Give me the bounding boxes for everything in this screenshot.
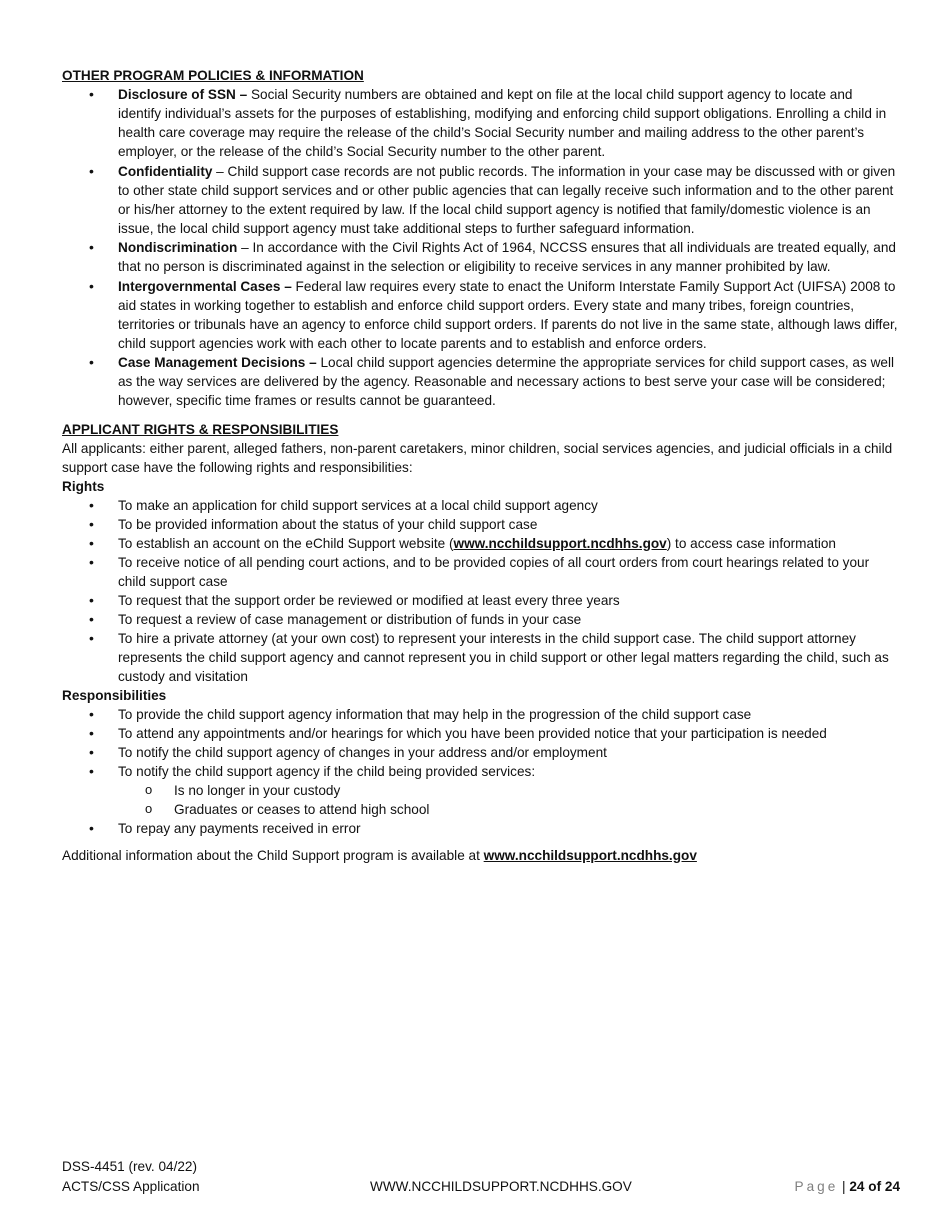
rights-item: • To hire a private attorney (at your own cost) to represent your interests in the child support case. The child support attorney represents the child support agency and cannot represent you in child support or other legal matters regarding the child, such as custody and visitation [62, 629, 898, 686]
policy-text: – Child support case records are not public records. The information in your case may be discussed with or given to other state child support services and or other public agencies that can legally receive such information and to the other parent or his/her attorney to the extent required by law. If the local child support agency is notified that family/domestic violence is an issue, the local child support agency must take additional steps to further safeguard information. [118, 163, 896, 236]
policy-text: Social Security numbers are obtained and kept on file at the local child support agency to locate and identify individual’s assets for the purposes of establishing, modifying and enforcing child support obligations. Enrolling a child in health care coverage may require the release of the child’s Social Security number and mailing address to the other parent’s employer, or the release of the child’s Social Security number to the other parent. [118, 87, 887, 159]
responsibility-sublist [118, 781, 898, 819]
rights-item: • To request a review of case management or distribution of funds in your case [62, 610, 898, 629]
policy-item-ssn [62, 85, 898, 161]
footer-website: WWW.NCCHILDSUPPORT.NCDHHS.GOV [370, 1179, 632, 1194]
policy-term: Case Management Decisions – [118, 355, 317, 370]
page-label: Page [794, 1179, 839, 1194]
page-separator: | [838, 1179, 850, 1194]
policy-text: Federal law requires every state to enact the Uniform Interstate Family Support Act (UIFSA) 2008 to aid states in working together to establish and enforce child support orders. Every state and many tribes, foreign countries, territories or tribunals have an agency to enforce child support orders. If parents do not live in the same state, although laws differ, child support agencies work with each other to locate parents and to establish and enforce orders. [118, 278, 898, 351]
policy-item-confidentiality [62, 162, 898, 238]
rights-item: • To request that the support order be reviewed or modified at least every three years [62, 591, 898, 610]
rights-item: • To receive notice of all pending court actions, and to be provided copies of all court orders from court hearings related to your child support case [62, 553, 898, 591]
policies-list [62, 85, 898, 410]
application-name: ACTS/CSS Application [62, 1179, 200, 1194]
rights-item: • To make an application for child support services at a local child support agency [62, 496, 898, 515]
rights-list [62, 496, 898, 686]
form-id: DSS-4451 (rev. 04/22) [62, 1159, 197, 1174]
policy-item-intergovernmental [62, 277, 898, 353]
policy-term: Nondiscrimination [118, 240, 238, 255]
echild-support-link[interactable]: www.ncchildsupport.ncdhhs.gov [453, 535, 667, 551]
responsibility-item [62, 762, 898, 819]
responsibility-subitem: o Is no longer in your custody [118, 781, 898, 800]
rights-item: • To be provided information about the status of your child support case [62, 515, 898, 534]
rights-item-text: To establish an account on the eChild Support website ( [118, 535, 454, 551]
rights-section-heading: APPLICANT RIGHTS & RESPONSIBILITIES [62, 421, 339, 437]
policy-item-nondiscrimination [62, 238, 898, 276]
responsibility-item: • To provide the child support agency information that may help in the progression of the child support case [62, 705, 898, 724]
additional-info-text: Additional information about the Child Support program is available at [62, 847, 484, 863]
ncchildsupport-link[interactable]: www.ncchildsupport.ncdhhs.gov [483, 847, 697, 863]
rights-intro: All applicants: either parent, alleged fathers, non-parent caretakers, minor children, social services agencies, and judicial officials in a child support case have the following rights and responsibilities: [62, 440, 893, 475]
page-count: 24 of 24 [849, 1179, 900, 1194]
responsibility-item: • To notify the child support agency of changes in your address and/or employment [62, 743, 898, 762]
policies-heading: OTHER PROGRAM POLICIES & INFORMATION [62, 68, 364, 83]
responsibilities-list [62, 705, 898, 838]
policy-term: Disclosure of SSN – [118, 87, 248, 102]
page-number [795, 1177, 900, 1197]
policy-item-case-management [62, 353, 898, 410]
policy-term: Confidentiality [118, 163, 213, 179]
policy-term: Intergovernmental Cases – [118, 278, 292, 294]
responsibility-item: • To attend any appointments and/or hearings for which you have been provided notice that your participation is needed [62, 724, 898, 743]
rights-heading: Rights [62, 478, 105, 494]
rights-item-text: ) to access case information [666, 535, 836, 551]
additional-info [62, 846, 898, 865]
responsibilities-heading: Responsibilities [62, 687, 167, 703]
policy-text: – In accordance with the Civil Rights Act of 1964, NCCSS ensures that all individuals are treated equally, and that no person is discriminated against in the selection or eligibility to receive services in any manner prohibited by law. [118, 240, 896, 274]
document-page [62, 66, 898, 865]
responsibility-item-text: To notify the child support agency if the child being provided services: [118, 763, 536, 779]
policy-text: Local child support agencies determine the appropriate services for child support cases, as well as the way services are delivered by the agency. Reasonable and necessary actions to best serve your case will be considered; however, specific time frames or results cannot be guaranteed. [118, 355, 894, 408]
rights-item [62, 534, 898, 553]
responsibility-item: • To repay any payments received in error [62, 819, 898, 838]
responsibility-subitem: o Graduates or ceases to attend high school [118, 800, 898, 819]
